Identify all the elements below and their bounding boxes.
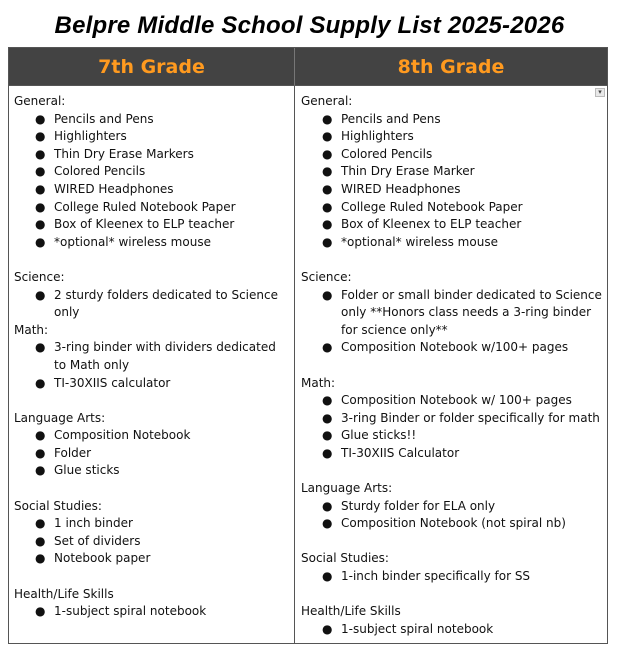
list-math: [14, 339, 290, 392]
list-item: ● Box of Kleenex to ELP teacher: [14, 216, 290, 234]
bullet-icon: ●: [35, 463, 46, 478]
list-item: ● Highlighters: [301, 128, 603, 146]
list-item: ● WIRED Headphones: [301, 181, 603, 199]
bullet-icon: ●: [322, 129, 333, 144]
bullet-icon: ●: [35, 129, 46, 144]
bullet-icon: ●: [35, 604, 46, 619]
list-item: ● Composition Notebook (not spiral nb): [301, 515, 603, 533]
bullet-icon: ●: [35, 287, 46, 302]
page-title: Belpre Middle School Supply List 2025-2026: [54, 12, 565, 39]
section-title-math: Math:: [14, 322, 49, 337]
list-item: ● Composition Notebook w/100+ pages: [301, 339, 603, 357]
list-item: ● Folder or small binder dedicated to Science only **Honors class needs a 3-ring binder for science only**: [322, 287, 602, 337]
list-item: ● 1-subject spiral notebook: [301, 621, 603, 639]
bullet-icon: ●: [322, 569, 333, 584]
list-item: ● Thin Dry Erase Marker: [301, 163, 603, 181]
section-title-language-arts: Language Arts:: [301, 481, 393, 496]
list-item: ● 1-subject spiral notebook: [14, 603, 290, 621]
header-7th-grade: 7th Grade: [9, 48, 294, 86]
bullet-icon: ●: [322, 393, 333, 408]
column-8th-grade: [294, 86, 607, 643]
bullet-icon: ●: [322, 164, 333, 179]
list-item: ● Composition Notebook: [14, 427, 290, 445]
section-title-science: Science:: [14, 269, 65, 284]
list-language-arts: [14, 427, 290, 480]
bullet-icon: ●: [322, 146, 333, 161]
list-general: [301, 111, 603, 252]
list-math: [301, 392, 603, 462]
bullet-icon: ●: [322, 410, 333, 425]
bullet-icon: ●: [322, 428, 333, 443]
list-social-studies: [14, 515, 290, 568]
list-item: ● TI-30XIIS calculator: [14, 375, 290, 393]
list-item: ● Pencils and Pens: [301, 111, 603, 129]
list-item: ● WIRED Headphones: [14, 181, 290, 199]
list-item: ● Folder: [14, 445, 290, 463]
section-title-social-studies: Social Studies:: [301, 551, 389, 566]
list-item: ● Glue sticks!!: [301, 427, 603, 445]
bullet-icon: ●: [322, 516, 333, 531]
bullet-icon: ●: [35, 516, 46, 531]
list-item: ● Composition Notebook w/ 100+ pages: [301, 392, 603, 410]
bullet-icon: ●: [322, 287, 333, 302]
bullet-icon: ●: [322, 199, 333, 214]
section-title-health: Health/Life Skills: [301, 604, 401, 619]
section-title-general: General:: [301, 94, 353, 108]
bullet-icon: ●: [35, 234, 46, 249]
section-title-social-studies: Social Studies:: [14, 498, 102, 513]
bullet-icon: ●: [35, 217, 46, 232]
bullet-icon: ●: [322, 445, 333, 460]
list-item: ● 3-ring Binder or folder specifically for math: [301, 410, 603, 428]
list-item: ● Highlighters: [14, 128, 290, 146]
list-item: ● Colored Pencils: [14, 163, 290, 181]
list-item: ● *optional* wireless mouse: [301, 234, 603, 252]
list-item: ● 1 inch binder: [14, 515, 290, 533]
list-item: ● Box of Kleenex to ELP teacher: [301, 216, 603, 234]
bullet-icon: ●: [35, 146, 46, 161]
list-item: ● 1-inch binder specifically for SS: [301, 568, 603, 586]
list-item: ● Set of dividers: [14, 533, 290, 551]
list-language-arts: [301, 498, 603, 533]
list-health: [301, 621, 603, 639]
bullet-icon: ●: [35, 164, 46, 179]
section-title-health: Health/Life Skills: [14, 586, 114, 601]
list-science: [301, 287, 603, 357]
bullet-icon: ●: [322, 340, 333, 355]
list-item: ● Pencils and Pens: [14, 111, 290, 129]
bullet-icon: ●: [35, 375, 46, 390]
list-general: [14, 111, 290, 252]
bullet-icon: ●: [322, 621, 333, 636]
list-item: ● *optional* wireless mouse: [14, 234, 290, 252]
bullet-icon: ●: [35, 199, 46, 214]
supply-table: [8, 47, 608, 644]
section-title-language-arts: Language Arts:: [14, 410, 106, 425]
bullet-icon: ●: [35, 111, 46, 126]
column-7th-grade: [9, 86, 294, 643]
section-title-math: Math:: [301, 375, 336, 390]
list-health: [14, 603, 290, 621]
header-8th-grade: 8th Grade: [294, 48, 607, 86]
bullet-icon: ●: [322, 217, 333, 232]
bullet-icon: ●: [35, 181, 46, 196]
list-item: ● 2 sturdy folders dedicated to Science only: [35, 287, 278, 320]
section-title-general: General:: [14, 94, 66, 108]
dropdown-arrow-icon[interactable]: ▾: [595, 88, 605, 97]
list-item: ● College Ruled Notebook Paper: [14, 199, 290, 217]
list-item: ● TI-30XIIS Calculator: [301, 445, 603, 463]
list-social-studies: [301, 568, 603, 586]
bullet-icon: ●: [35, 445, 46, 460]
list-item: ● 3-ring binder with dividers dedicated to Math only: [35, 340, 276, 372]
list-item: ● College Ruled Notebook Paper: [301, 199, 603, 217]
list-item: ● Glue sticks: [14, 462, 290, 480]
bullet-icon: ●: [35, 340, 46, 355]
bullet-icon: ●: [35, 533, 46, 548]
bullet-icon: ●: [35, 428, 46, 443]
bullet-icon: ●: [35, 551, 46, 566]
bullet-icon: ●: [322, 498, 333, 513]
bullet-icon: ●: [322, 234, 333, 249]
list-item: ● Notebook paper: [14, 550, 290, 568]
list-item: ● Sturdy folder for ELA only: [301, 498, 603, 516]
bullet-icon: ●: [322, 111, 333, 126]
list-item: ● Colored Pencils: [301, 146, 603, 164]
list-item: ● Thin Dry Erase Markers: [14, 146, 290, 164]
list-science: [14, 287, 290, 322]
section-title-science: Science:: [301, 269, 352, 284]
bullet-icon: ●: [322, 181, 333, 196]
